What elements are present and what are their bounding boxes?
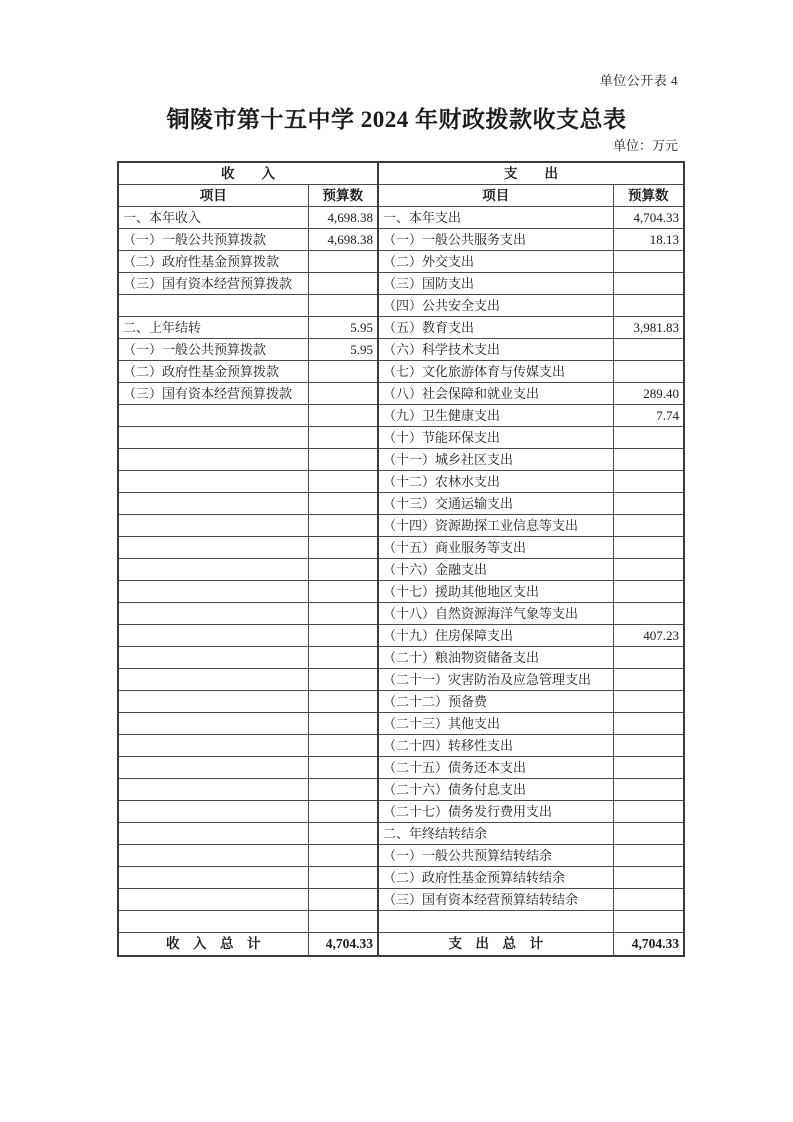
expense-item-cell: （十）节能环保支出 bbox=[378, 427, 613, 449]
expense-item-cell: （十二）农林水支出 bbox=[378, 471, 613, 493]
expense-item-cell: （二十二）预备费 bbox=[378, 691, 613, 713]
expense-item-cell: （二）政府性基金预算结转结余 bbox=[378, 867, 613, 889]
income-value-cell bbox=[308, 383, 378, 405]
expense-value-cell bbox=[613, 427, 684, 449]
expense-value-cell bbox=[613, 647, 684, 669]
expense-item-cell: （一）一般公共服务支出 bbox=[378, 229, 613, 251]
column-header-row bbox=[118, 185, 684, 207]
income-item-cell bbox=[118, 911, 308, 933]
income-value-cell bbox=[308, 471, 378, 493]
income-item-cell bbox=[118, 757, 308, 779]
expense-value-cell bbox=[613, 713, 684, 735]
income-item-cell: （一）一般公共预算拨款 bbox=[118, 339, 308, 361]
income-value-cell bbox=[308, 493, 378, 515]
table-row bbox=[118, 867, 684, 889]
expense-item-cell: （十九）住房保障支出 bbox=[378, 625, 613, 647]
expense-item-cell bbox=[378, 911, 613, 933]
expense-item-cell: （三）国有资本经营预算结转结余 bbox=[378, 889, 613, 911]
table-row bbox=[118, 779, 684, 801]
expense-total-label: 支 出 总 计 bbox=[378, 933, 613, 956]
income-item-cell bbox=[118, 449, 308, 471]
income-item-cell bbox=[118, 647, 308, 669]
table-row bbox=[118, 691, 684, 713]
income-value-cell bbox=[308, 867, 378, 889]
income-item-cell bbox=[118, 867, 308, 889]
table-row bbox=[118, 471, 684, 493]
income-item-cell bbox=[118, 889, 308, 911]
table-row bbox=[118, 229, 684, 251]
expense-value-cell bbox=[613, 493, 684, 515]
income-value-cell bbox=[308, 559, 378, 581]
income-item-cell bbox=[118, 713, 308, 735]
expense-item-cell: （二十三）其他支出 bbox=[378, 713, 613, 735]
income-item-cell bbox=[118, 405, 308, 427]
income-total-label: 收 入 总 计 bbox=[118, 933, 308, 956]
income-item-cell bbox=[118, 735, 308, 757]
expense-value-cell bbox=[613, 867, 684, 889]
income-item-cell: 一、本年收入 bbox=[118, 207, 308, 229]
expense-value-cell bbox=[613, 845, 684, 867]
income-item-cell bbox=[118, 845, 308, 867]
expense-item-cell: （十一）城乡社区支出 bbox=[378, 449, 613, 471]
expense-value-cell bbox=[613, 603, 684, 625]
expense-value-cell: 7.74 bbox=[613, 405, 684, 427]
table-row bbox=[118, 207, 684, 229]
income-item-cell bbox=[118, 515, 308, 537]
income-value-cell bbox=[308, 251, 378, 273]
table-row bbox=[118, 339, 684, 361]
expense-item-cell: （七）文化旅游体育与传媒支出 bbox=[378, 361, 613, 383]
expense-item-cell: （六）科学技术支出 bbox=[378, 339, 613, 361]
table-row bbox=[118, 383, 684, 405]
income-item-cell bbox=[118, 603, 308, 625]
expense-total-value: 4,704.33 bbox=[613, 933, 684, 956]
table-row bbox=[118, 295, 684, 317]
income-item-cell: （三）国有资本经营预算拨款 bbox=[118, 383, 308, 405]
expense-section-header: 支 出 bbox=[378, 162, 684, 185]
income-value-cell bbox=[308, 823, 378, 845]
budget-summary-table bbox=[117, 161, 685, 957]
total-row bbox=[118, 933, 684, 956]
table-row bbox=[118, 801, 684, 823]
expense-value-cell bbox=[613, 273, 684, 295]
income-item-cell bbox=[118, 691, 308, 713]
expense-budget-column-header: 预算数 bbox=[613, 185, 684, 207]
income-value-cell bbox=[308, 669, 378, 691]
expense-item-cell: （三）国防支出 bbox=[378, 273, 613, 295]
expense-item-cell: （一）一般公共预算结转结余 bbox=[378, 845, 613, 867]
expense-value-cell bbox=[613, 295, 684, 317]
expense-value-cell: 407.23 bbox=[613, 625, 684, 647]
income-value-cell bbox=[308, 581, 378, 603]
table-row bbox=[118, 735, 684, 757]
table-row bbox=[118, 757, 684, 779]
section-header-row bbox=[118, 162, 684, 185]
income-value-cell bbox=[308, 427, 378, 449]
table-row bbox=[118, 317, 684, 339]
expense-value-cell bbox=[613, 757, 684, 779]
expense-value-cell bbox=[613, 471, 684, 493]
expense-item-column-header: 项目 bbox=[378, 185, 613, 207]
income-item-cell bbox=[118, 581, 308, 603]
income-value-cell: 5.95 bbox=[308, 317, 378, 339]
expense-item-cell: （十八）自然资源海洋气象等支出 bbox=[378, 603, 613, 625]
expense-value-cell bbox=[613, 779, 684, 801]
expense-value-cell: 289.40 bbox=[613, 383, 684, 405]
expense-item-cell: （十三）交通运输支出 bbox=[378, 493, 613, 515]
table-row bbox=[118, 427, 684, 449]
income-value-cell bbox=[308, 779, 378, 801]
income-value-cell bbox=[308, 295, 378, 317]
income-item-cell bbox=[118, 471, 308, 493]
unit-note: 单位：万元 bbox=[612, 138, 678, 153]
table-body bbox=[118, 207, 684, 933]
income-item-cell bbox=[118, 427, 308, 449]
expense-item-cell: （五）教育支出 bbox=[378, 317, 613, 339]
expense-value-cell bbox=[613, 251, 684, 273]
income-item-cell bbox=[118, 295, 308, 317]
income-value-cell bbox=[308, 713, 378, 735]
table-row bbox=[118, 647, 684, 669]
income-item-cell bbox=[118, 537, 308, 559]
expense-item-cell: （二十四）转移性支出 bbox=[378, 735, 613, 757]
income-section-header: 收 入 bbox=[118, 162, 378, 185]
expense-item-cell: （四）公共安全支出 bbox=[378, 295, 613, 317]
income-value-cell bbox=[308, 405, 378, 427]
income-value-cell bbox=[308, 889, 378, 911]
expense-item-cell: （十五）商业服务等支出 bbox=[378, 537, 613, 559]
income-item-column-header: 项目 bbox=[118, 185, 308, 207]
income-item-cell bbox=[118, 779, 308, 801]
expense-value-cell bbox=[613, 515, 684, 537]
expense-value-cell bbox=[613, 537, 684, 559]
table-row bbox=[118, 493, 684, 515]
expense-value-cell bbox=[613, 735, 684, 757]
page-title: 铜陵市第十五中学 2024 年财政拨款收支总表 bbox=[166, 107, 627, 132]
table-row bbox=[118, 515, 684, 537]
expense-item-cell: （十六）金融支出 bbox=[378, 559, 613, 581]
expense-item-cell: （九）卫生健康支出 bbox=[378, 405, 613, 427]
expense-item-cell: （二）外交支出 bbox=[378, 251, 613, 273]
income-value-cell bbox=[308, 735, 378, 757]
expense-value-cell bbox=[613, 911, 684, 933]
expense-value-cell bbox=[613, 581, 684, 603]
income-value-cell: 5.95 bbox=[308, 339, 378, 361]
expense-value-cell: 18.13 bbox=[613, 229, 684, 251]
table-row bbox=[118, 581, 684, 603]
expense-item-cell: 二、年终结转结余 bbox=[378, 823, 613, 845]
income-value-cell bbox=[308, 603, 378, 625]
income-value-cell bbox=[308, 757, 378, 779]
expense-value-cell bbox=[613, 449, 684, 471]
expense-item-cell: （八）社会保障和就业支出 bbox=[378, 383, 613, 405]
table-row bbox=[118, 625, 684, 647]
table-row bbox=[118, 713, 684, 735]
table-row bbox=[118, 537, 684, 559]
table-row bbox=[118, 405, 684, 427]
income-value-cell bbox=[308, 845, 378, 867]
income-value-cell bbox=[308, 911, 378, 933]
expense-value-cell bbox=[613, 669, 684, 691]
expense-item-cell: （十四）资源勘探工业信息等支出 bbox=[378, 515, 613, 537]
expense-value-cell bbox=[613, 889, 684, 911]
income-value-cell bbox=[308, 361, 378, 383]
expense-item-cell: （二十）粮油物资储备支出 bbox=[378, 647, 613, 669]
income-value-cell bbox=[308, 273, 378, 295]
income-item-cell: （一）一般公共预算拨款 bbox=[118, 229, 308, 251]
income-value-cell bbox=[308, 625, 378, 647]
expense-value-cell: 3,981.83 bbox=[613, 317, 684, 339]
income-item-cell bbox=[118, 625, 308, 647]
income-item-cell bbox=[118, 493, 308, 515]
income-total-value: 4,704.33 bbox=[308, 933, 378, 956]
expense-value-cell bbox=[613, 801, 684, 823]
table-row bbox=[118, 273, 684, 295]
income-value-cell bbox=[308, 801, 378, 823]
table-header bbox=[118, 162, 684, 207]
income-item-cell: 二、上年结转 bbox=[118, 317, 308, 339]
expense-item-cell: （十七）援助其他地区支出 bbox=[378, 581, 613, 603]
income-value-cell bbox=[308, 537, 378, 559]
income-item-cell: （三）国有资本经营预算拨款 bbox=[118, 273, 308, 295]
income-value-cell bbox=[308, 691, 378, 713]
income-value-cell: 4,698.38 bbox=[308, 207, 378, 229]
table-row bbox=[118, 845, 684, 867]
expense-value-cell bbox=[613, 559, 684, 581]
table-row bbox=[118, 449, 684, 471]
expense-value-cell bbox=[613, 339, 684, 361]
expense-value-cell bbox=[613, 691, 684, 713]
expense-value-cell bbox=[613, 823, 684, 845]
income-budget-column-header: 预算数 bbox=[308, 185, 378, 207]
income-item-cell: （二）政府性基金预算拨款 bbox=[118, 361, 308, 383]
table-row bbox=[118, 889, 684, 911]
expense-value-cell: 4,704.33 bbox=[613, 207, 684, 229]
table-row bbox=[118, 823, 684, 845]
income-value-cell: 4,698.38 bbox=[308, 229, 378, 251]
income-item-cell: （二）政府性基金预算拨款 bbox=[118, 251, 308, 273]
expense-item-cell: （二十五）债务还本支出 bbox=[378, 757, 613, 779]
table-row bbox=[118, 911, 684, 933]
income-value-cell bbox=[308, 449, 378, 471]
table-row bbox=[118, 669, 684, 691]
income-value-cell bbox=[308, 515, 378, 537]
expense-value-cell bbox=[613, 361, 684, 383]
table-footer bbox=[118, 933, 684, 956]
expense-item-cell: 一、本年支出 bbox=[378, 207, 613, 229]
table-row bbox=[118, 559, 684, 581]
table-row bbox=[118, 603, 684, 625]
income-item-cell bbox=[118, 801, 308, 823]
expense-item-cell: （二十六）债务付息支出 bbox=[378, 779, 613, 801]
expense-item-cell: （二十七）债务发行费用支出 bbox=[378, 801, 613, 823]
form-number-label: 单位公开表 4 bbox=[599, 73, 678, 88]
table-row bbox=[118, 251, 684, 273]
table-row bbox=[118, 361, 684, 383]
income-item-cell bbox=[118, 823, 308, 845]
income-item-cell bbox=[118, 669, 308, 691]
income-item-cell bbox=[118, 559, 308, 581]
expense-item-cell: （二十一）灾害防治及应急管理支出 bbox=[378, 669, 613, 691]
income-value-cell bbox=[308, 647, 378, 669]
